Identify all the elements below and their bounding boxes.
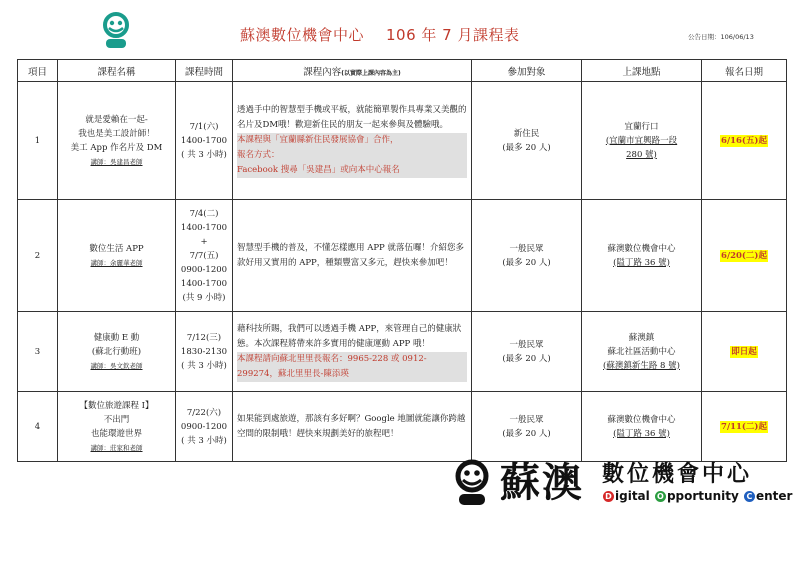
teacher-label: 講師：余麗華老師 bbox=[90, 258, 143, 267]
item-number: 2 bbox=[18, 200, 58, 312]
teacher-label: 講師：吳文欽老師 bbox=[90, 361, 143, 370]
venue: 蘇澳數位機會中心 (隘丁路 36 號) bbox=[582, 392, 702, 462]
course-name: 健康動 E 動 (蘇北行動班) 講師：吳文欽老師 bbox=[58, 312, 176, 392]
venue: 蘇澳數位機會中心 (隘丁路 36 號) bbox=[582, 200, 702, 312]
signup-date bbox=[702, 200, 787, 312]
venue: 蘇澳鎮 蘇北社區活動中心 (蘇澳鎮新生路 8 號) bbox=[582, 312, 702, 392]
course-time: 7/12(三) 1830-2130 ( 共 3 小時) bbox=[176, 312, 233, 392]
course-time: 7/4(二) 1400-1700 + 7/7(五) 0900-1200 1400-1700 (共 9 小時) bbox=[176, 200, 233, 312]
course-time: 7/22(六) 0900-1200 ( 共 3 小時) bbox=[176, 392, 233, 462]
initial-c-dot: C bbox=[744, 491, 755, 502]
target-audience: 一般民眾 (最多 20 人) bbox=[472, 312, 582, 392]
course-note: Facebook 搜尋「吳建昌」或向本中心報名 bbox=[237, 163, 467, 178]
target-audience: 一般民眾 (最多 20 人) bbox=[472, 200, 582, 312]
initial-d-dot: D bbox=[603, 491, 614, 502]
teacher-label: 講師：莊家和老師 bbox=[90, 443, 143, 452]
teacher-label: 講師：吳建昌老師 bbox=[90, 157, 143, 166]
signup-date bbox=[702, 392, 787, 462]
course-content: 智慧型手機的普及，不懂怎樣應用 APP 就落伍囉！介紹您多款好用又實用的 APP，種類豐富又多元，趕快來參加吧！ bbox=[233, 200, 472, 312]
signup-badge: 6/20(二)起 bbox=[721, 250, 767, 261]
course-content: 透過手中的智慧型手機或平板，就能簡單製作具專業又美觀的名片及DM哦！歡迎新住民的朋友一起來參與及體驗哦。 本課程與「宜蘭縣新住民發展協會」合作， 報名方式： Facebook 搜尋「吳建昌」或向本中心報名 bbox=[233, 82, 472, 200]
table-row bbox=[18, 200, 787, 312]
signup-date bbox=[702, 312, 787, 392]
course-note: 本課程請向蘇北里里長報名：9965-228 或 0912-299274，蘇北里里長-陳添瑛 bbox=[237, 352, 467, 382]
brand-name-small: 數位機會中心 bbox=[602, 462, 753, 487]
course-content: 如果能到處旅遊，那該有多好啊？Google 地圖就能讓你跨越空間的限制哦！趕快來規劃美好的旅程吧！ bbox=[233, 392, 472, 462]
table-header-row bbox=[18, 60, 787, 82]
column-header: 課程時間 bbox=[176, 60, 233, 82]
target-audience: 新住民 (最多 20 人) bbox=[472, 82, 582, 200]
course-name: 數位生活 APP 講師：余麗華老師 bbox=[58, 200, 176, 312]
signup-badge: 7/11(二)起 bbox=[721, 421, 767, 432]
table-row bbox=[18, 392, 787, 462]
course-schedule-table bbox=[17, 59, 787, 462]
face-logo-icon bbox=[100, 12, 132, 50]
course-note: 報名方式： bbox=[237, 148, 467, 163]
column-header: 參加對象 bbox=[472, 60, 582, 82]
column-header: 課程內容(以實際上課內容為主) bbox=[233, 60, 472, 82]
table-row bbox=[18, 312, 787, 392]
signup-date bbox=[702, 82, 787, 200]
face-logo-icon bbox=[452, 459, 492, 507]
item-number: 1 bbox=[18, 82, 58, 200]
page-title: 蘇澳數位機會中心 106 年 7 月課程表 bbox=[240, 26, 520, 44]
column-header: 項目 bbox=[18, 60, 58, 82]
venue: 宜蘭行口 (宜蘭市宜興路一段 280 號) bbox=[582, 82, 702, 200]
column-header: 課程名稱 bbox=[58, 60, 176, 82]
item-number: 3 bbox=[18, 312, 58, 392]
table-row bbox=[18, 82, 787, 200]
signup-badge: 即日起 bbox=[731, 346, 757, 357]
target-audience: 一般民眾 (最多 20 人) bbox=[472, 392, 582, 462]
course-name: 【數位旅遊課程 I】 不出門 也能環遊世界 講師：莊家和老師 bbox=[58, 392, 176, 462]
course-content: 藉科技所賜，我們可以透過手機 APP，來管理自己的健康狀態。本次課程將帶來許多實用的健康運動 APP 哦！ 本課程請向蘇北里里長報名：9965-228 或 0912-299274，蘇北里里長-陳添瑛 bbox=[233, 312, 472, 392]
column-header: 上課地點 bbox=[582, 60, 702, 82]
item-number: 4 bbox=[18, 392, 58, 462]
column-header: 報名日期 bbox=[702, 60, 787, 82]
course-time: 7/1(六) 1400-1700 ( 共 3 小時) bbox=[176, 82, 233, 200]
course-note: 本課程與「宜蘭縣新住民發展協會」合作， bbox=[237, 133, 467, 148]
publish-date: 公告日期：106/06/13 bbox=[688, 33, 754, 41]
signup-badge: 6/16(五)起 bbox=[721, 135, 767, 146]
initial-o-dot: O bbox=[655, 491, 666, 502]
brand-english-name: D igital O pportunity C enter bbox=[602, 489, 792, 503]
brand-name-big: 蘇澳 bbox=[500, 460, 584, 506]
course-name: 就是愛賴在一起- 我也是美工設計師！ 美工 App 作名片及 DM 講師：吳建昌老師 bbox=[58, 82, 176, 200]
brand-logo bbox=[452, 455, 793, 525]
